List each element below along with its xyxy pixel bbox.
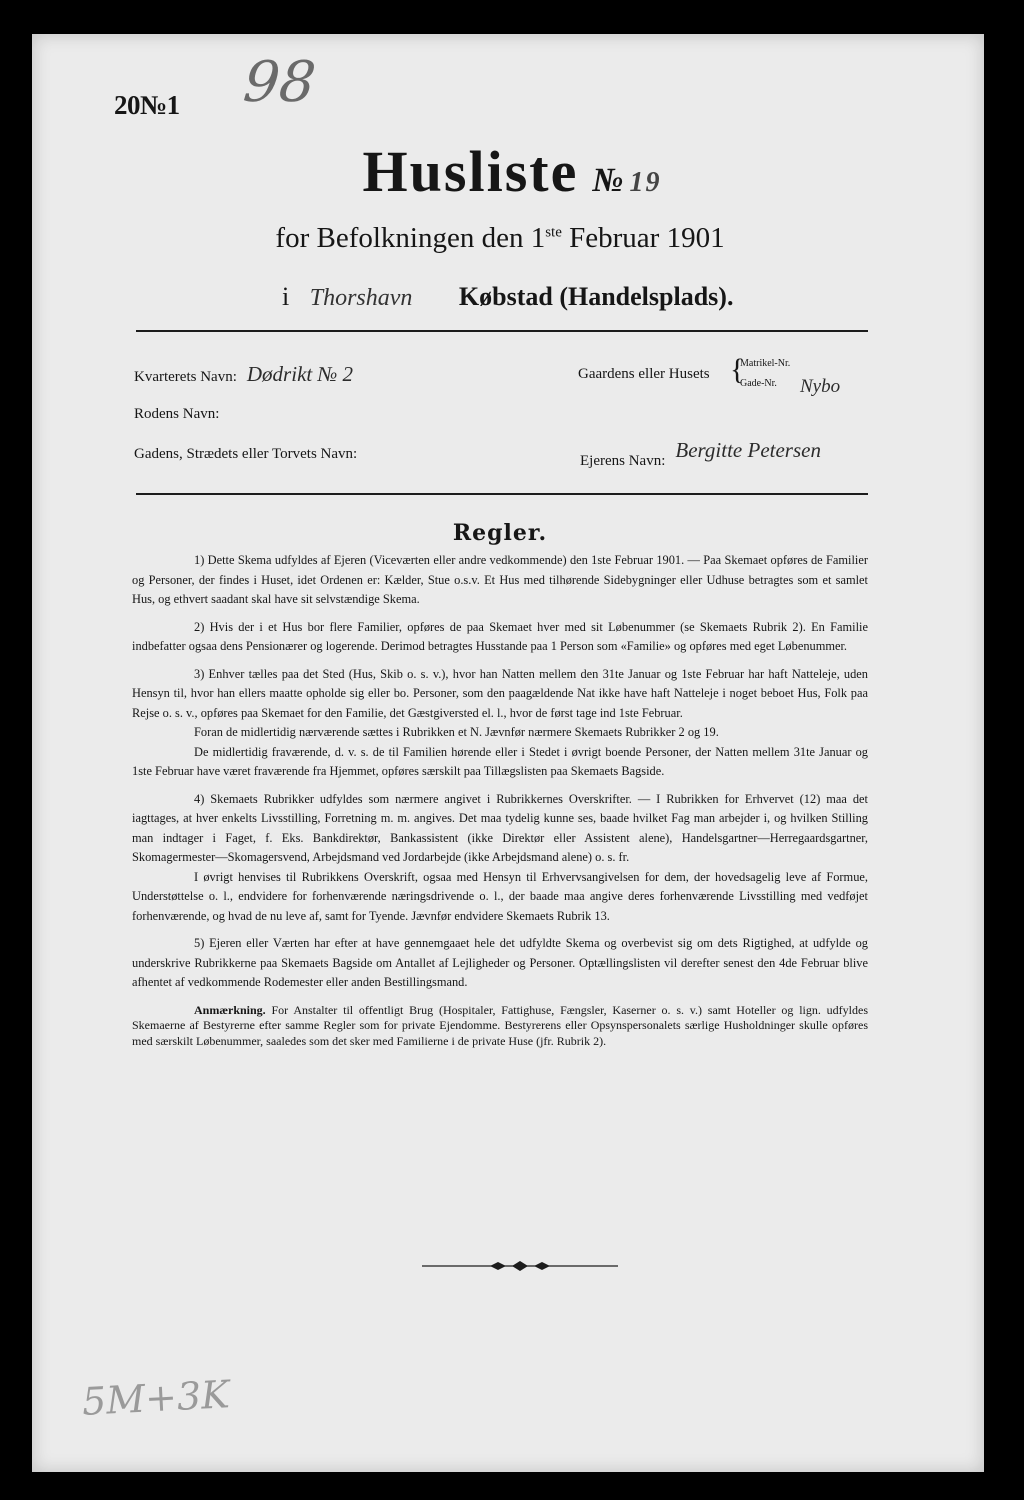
document-title [0, 138, 1024, 205]
top-divider [136, 330, 868, 332]
rule-paragraph-4: 4) Skemaets Rubrikker udfyldes som nærmere angivet i Rubrikkernes Overskrifter. — I Rubrikken for Erhvervet (12) maa det iagttages, at hver enkelts Livsstilling, Forretning m. m. angives. Det maa tydelig kunne ses, baade hvilket Fag man arbejder i, og hvilken Stilling man indtager i Faget, f. Eks. Bankdirektør, Bankassistent (ikke Direktør eller Assistent alene), Handelsgartner—Herregaardsgartner, Skomagermester—Skomagersvend, Arbejdsmand ved Jordarbejde (ikke Arbejdsmand alene) o. s. fr. [132, 791, 868, 864]
kvarter-field [134, 362, 353, 387]
place-prefix: i [282, 282, 290, 311]
bottom-divider [136, 493, 868, 495]
note-label: Anmærkning. [194, 1002, 266, 1017]
gadenr-label: Gade-Nr. [740, 378, 777, 389]
brace-glyph: { [730, 353, 745, 386]
place-type-label: Købstad [458, 282, 553, 311]
rode-field [134, 406, 219, 423]
note-text: For Anstalter til offentligt Brug (Hospitaler, Fattighuse, Fængsler, Kaserner o. s. v.) samt Hoteller og lign. udfyldes Skemaerne af Bestyrerne efter samme Regler som for private Ejendomme. Bestyrerens eller Opsynspersonalets særlige Husholdninger skulle opføres med særskilt Løbenummer, saaledes som det sker med Familierne i de private Huse (jfr. Rubrik 2). [132, 1002, 869, 1048]
ejer-label: Ejerens Navn: [580, 453, 666, 469]
rule-paragraph-3c: De midlertidig fraværende, d. v. s. de til Familien hørende eller i Stedet i øvrigt boende Personer, der Natten mellem 31te Januar og 1ste Februar have været fraværende fra Hjemmet, opføres særskilt paa Tillægslisten paa Skemaets Bagside. [132, 744, 868, 778]
gade-label: Gadens, Strædets eller Torvets Navn: [134, 446, 358, 462]
gade-field [134, 446, 357, 463]
title-number-value: 19 [629, 167, 662, 198]
place-city-handwritten: Thorshavn [309, 285, 413, 311]
rule-paragraph-3b: Foran de midlertidig nærværende sættes i Rubrikken et N. Jævnfør nærmere Skemaets Rubrikker 2 og 19. [194, 725, 719, 739]
document-subtitle [0, 222, 1000, 255]
rule-paragraph-2: 2) Hvis der i et Hus bor flere Familier, opføres de paa Skemaet hver med sit Løbenummer (se Skemaets Rubrik 2). En Familie indbefatter ogsaa dens Pensionærer og logerende. Derimod betragtes Husstande paa 1 Person som «Familie» og opføres med eget Løbenummer. [132, 619, 868, 653]
matrikel-label: Matrikel-Nr. [740, 358, 791, 369]
rule-paragraph-5: 5) Ejeren eller Værten har efter at have gennemgaaet hele det udfyldte Skema og overbevist sig om dets Rigtighed, at udfylde og underskrive Rubrikkerne paa Skemaets Bagside om Antallet af Lejligheder og Personer. Optællingslisten vil derefter senest den 4de Februar blive afhentet af vedkommende Rodemester eller anden Bestillingsmand. [132, 936, 868, 989]
ornament-divider [420, 1258, 620, 1274]
handwritten-archive-number: 98 [240, 50, 319, 115]
title-text: Husliste [362, 139, 579, 204]
rode-label: Rodens Navn: [134, 406, 220, 422]
kvarter-value: Dødrikt № 2 [246, 362, 354, 386]
rule-paragraph-1: 1) Dette Skema udfyldes af Ejeren (Viceværten eller andre vedkommende) den 1ste Februar 1901. — Paa Skemaet opføres de Familier og Personer, der findes i Huset, idet Ordenen er: Kælder, Stue o.s.v. Et Hus med tilhørende Sidebygninger eller Udhuse betragtes som et samlet Hus, og ethvert saadant skal have sit selvstændige Skema. [132, 553, 868, 606]
title-number-label: № [592, 162, 626, 199]
form-number: 20№1 [114, 90, 180, 120]
gadenr-value: Nybo [800, 376, 841, 397]
subtitle-suffix: Februar 1901 [561, 222, 725, 254]
ejer-field [580, 438, 821, 469]
ejer-value: Bergitte Petersen [675, 438, 821, 462]
subtitle-superscript: ste [545, 224, 562, 241]
kvarter-label: Kvarterets Navn: [134, 369, 237, 385]
note-paragraph [132, 1003, 868, 1050]
handwritten-footer-note: 5M+3K [80, 1372, 231, 1424]
subtitle-prefix: for Befolkningen den 1 [275, 222, 546, 254]
rules-body [132, 551, 868, 1057]
place-type-alt: (Handelsplads). [559, 282, 734, 311]
rule-paragraph-4b: I øvrigt henvises til Rubrikkens Overskrift, ogsaa med Hensyn til Erhvervsangivelsen for dem, der hovedsagelig leve af Formue, Understøttelse o. l., endvidere for forhenværende næringsdrivende o. l., der baade maa angive deres forhenværende Livsstilling med vedføjet forhenværende, og hvad de nu leve af, samt for Tyende. Jævnfør endvidere Skemaets Rubrik 13. [132, 869, 868, 923]
rules-heading: Regler. [452, 520, 548, 546]
gaard-label: Gaardens eller Husets [578, 366, 710, 382]
rule-paragraph-3: 3) Enhver tælles paa det Sted (Hus, Skib o. s. v.), hvor han Natten mellem den 31te Januar og 1ste Februar har haft Natteleje, uden Hensyn til, hvor han ellers maatte opholde sig eller bo. Personer, som den paagældende Nat ikke have haft Natteleje i noget beboet Hus, Folk paa Rejse o. s. v., opføres paa Skemaet for den Familie, det Gæstgiversted el. l., hvor de først tage ind 1ste Februar. [132, 666, 868, 720]
place-line [282, 282, 733, 312]
